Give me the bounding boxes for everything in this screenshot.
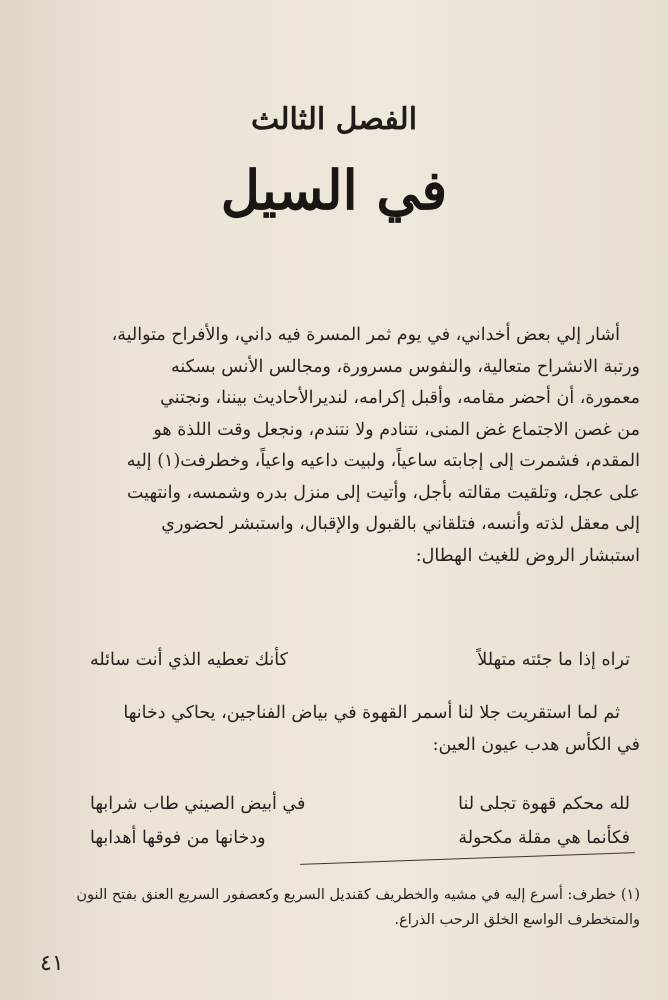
paragraph-line: من غصن الاجتماع غض المنى، نتنادم ولا نتندم، ونجعل وقت اللذة هو [153,419,640,440]
paragraph-line: معمورة، أن أحضر مقامه، وأقبل إكرامه، لنديرالأحاديث بيننا، ونجتني [160,388,640,408]
footnote-line: والمتخطرف الواسع الخلق الرحب الذراع. [394,912,640,928]
paragraph-line: ثم لما استقريت جلا لنا أسمر القهوة في بياض الفناجين، يحاكي دخانها [123,703,620,723]
verse-first-hemistich: تراه إذا ما جئته متهللاً [477,650,630,670]
verse-line [90,644,630,676]
second-paragraph [30,698,640,761]
paragraph-line: على عجل، وتلقيت مقالته بأجل، وأتيت إلى منزل بدره وشمسه، وانتهيت [127,482,640,503]
verse-line [90,822,630,854]
verse-first-hemistich: فكأنما هي مقلة مكحولة [458,828,630,848]
footnote [30,883,640,933]
verse-second-hemistich: في أبيض الصيني طاب شرابها [90,794,306,814]
chapter-heading: الفصل الثالث [250,102,418,137]
main-paragraph [30,320,640,572]
paragraph-line: المقدم، فشمرت إلى إجابته ساعياً، ولبيت داعيه واعياً، وخطرفت(١) إليه [126,451,640,471]
verse-second-hemistich: كأنك تعطيه الذي أنت سائله [90,650,288,670]
paragraph-line: استبشار الروض للغيث الهطال: [415,545,640,566]
chapter-title: في السيل [220,158,448,222]
paragraph-line: في الكأس هدب عيون العين: [432,734,640,755]
page-number: ٤١ [40,951,64,976]
verse-first-hemistich: لله محكم قهوة تجلى لنا [458,794,630,814]
footnote-divider [300,852,635,865]
verse-second-hemistich: ودخانها من فوقها أهدابها [90,828,266,848]
verse-line [90,788,630,820]
footnote-line: (١) خطرف: أسرع إليه في مشيه والخطريف كقنديل السريع وكعصفور السريع العنق بفتح النون [76,887,640,903]
paragraph-line: أشار إلي بعض أخداني، في يوم ثمر المسرة فيه داني، والأفراح متوالية، [111,325,620,345]
paragraph-line: ورتبة الانشراح متعالية، والنفوس مسرورة، ومجالس الأنس بسكنه [170,356,640,377]
paragraph-line: إلى معقل لذته وأنسه، فتلقاني بالقبول والإقبال، واستبشر لحضوري [161,514,640,534]
